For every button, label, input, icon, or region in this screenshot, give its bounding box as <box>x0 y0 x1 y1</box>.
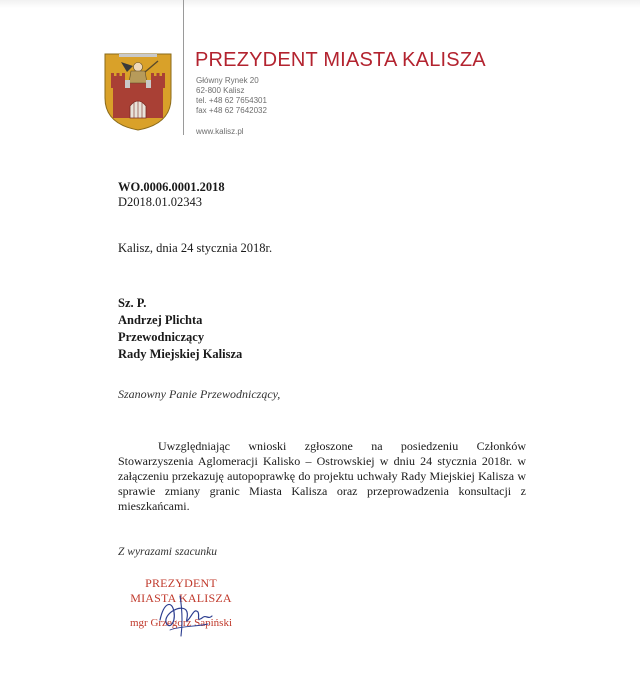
salutation: Szanowny Panie Przewodniczący, <box>118 387 281 401</box>
letter-date: Kalisz, dnia 24 stycznia 2018r. <box>118 241 273 255</box>
letterhead-divider <box>183 0 184 135</box>
address-phone: tel. +48 62 7654301 <box>196 96 267 105</box>
stamp-line-city: MIASTA KALISZA <box>130 591 232 605</box>
handwritten-signature-icon <box>150 590 220 640</box>
letterhead-title: PREZYDENT MIASTA KALISZA <box>195 49 486 71</box>
letterhead-address <box>196 76 267 116</box>
recipient-name: Andrzej Plichta <box>118 313 203 327</box>
address-street: Główny Rynek 20 <box>196 76 259 85</box>
recipient-block <box>118 295 242 363</box>
letterhead-website: www.kalisz.pl <box>196 127 244 136</box>
recipient-institution: Rady Miejskiej Kalisza <box>118 347 243 361</box>
recipient-honorific: Sz. P. <box>118 296 147 310</box>
stamp-line-signatory: mgr Grzegorz Sapiński <box>129 617 233 629</box>
stamp-line-title: PREZYDENT <box>145 576 217 590</box>
reference-block <box>118 180 225 210</box>
recipient-role: Przewodniczący <box>118 330 205 344</box>
document-id: D2018.01.02343 <box>118 195 203 209</box>
closing-phrase: Z wyrazami szacunku <box>118 546 218 558</box>
address-postcode: 62-800 Kalisz <box>196 86 245 95</box>
reference-number: WO.0006.0001.2018 <box>118 180 225 194</box>
kalisz-coat-of-arms-icon <box>103 52 173 132</box>
letter-body: Uwzględniając wnioski zgłoszone na posiedzeniu Członków Stowarzyszenia Aglomeracji Kalisko – Ostrowskiej w dniu 24 stycznia 2018r. w załączeniu przekazuję autopoprawkę do projektu uchwały Rady Miejskiej Kalisza w sprawie zmiany granic Miasta Kalisza oraz przeprowadzenia konsultacji z mieszkańcami. <box>118 439 526 513</box>
scan-edge <box>0 0 640 8</box>
address-fax: fax +48 62 7642032 <box>196 106 267 115</box>
